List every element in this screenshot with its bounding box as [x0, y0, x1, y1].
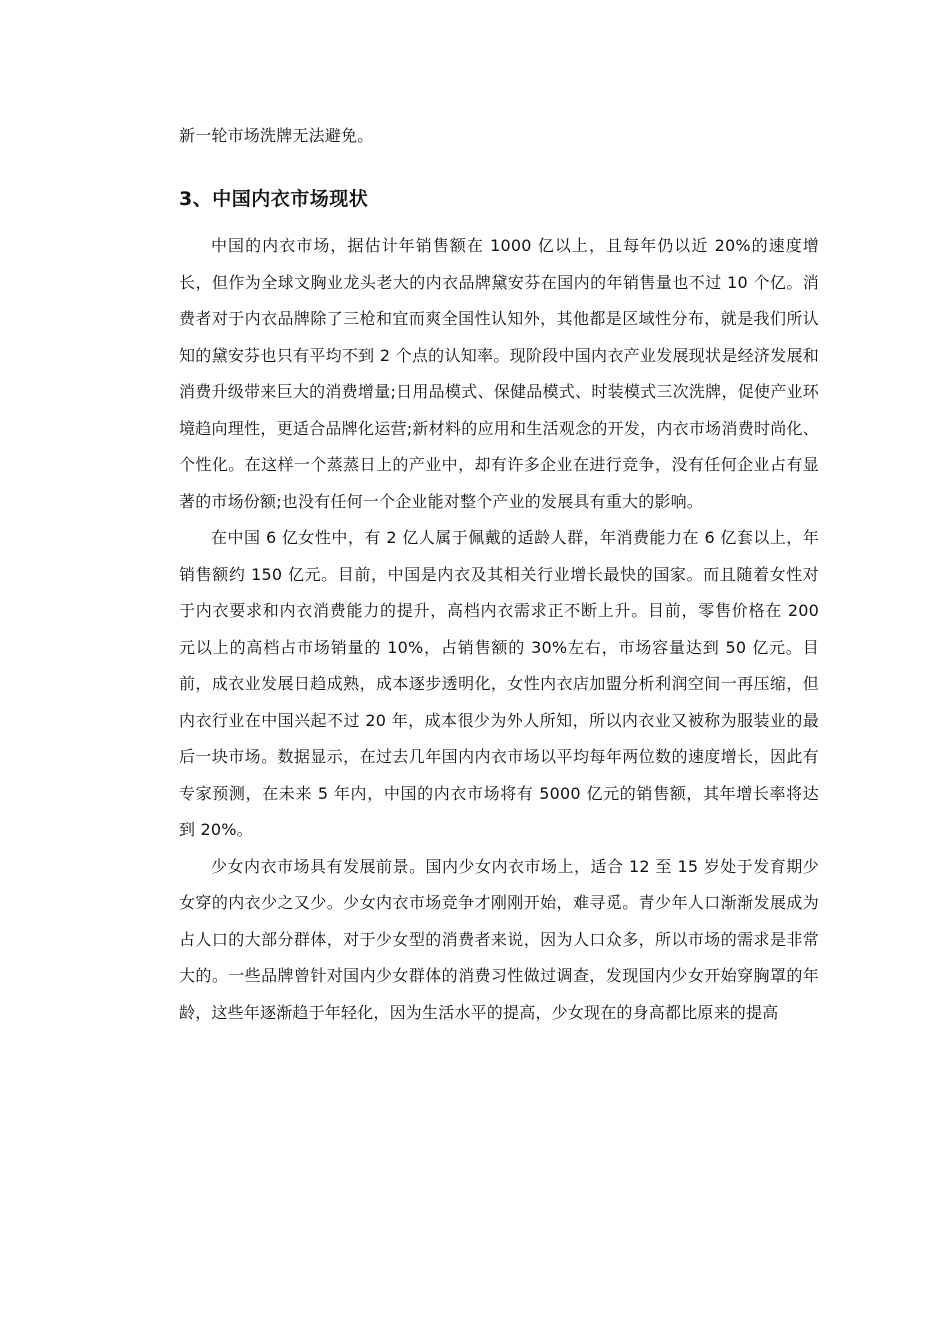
section-heading: 3、中国内衣市场现状 [179, 188, 369, 210]
paragraph-market-overview: 中国的内衣市场，据估计年销售额在 1000 亿以上，且每年仍以近 20%的速度增长，但作为全球文胸业龙头老大的内衣品牌黛安芬在国内的年销售量也不过 10 个亿。消费者对于内衣品牌除了三枪和宜而爽全国性认知外，其他都是区域性分布，就是我们所认知的黛安芬也只有平均不到 2 个点的认知率。现阶段中国内衣产业发展现状是经济发展和消费升级带来巨大的消费增量;日用品模式、保健品模式、时装模式三次洗牌，促使产业环境趋向理性，更适合品牌化运营;新材料的应用和生活观念的开发，内衣市场消费时尚化、个性化。在这样一个蒸蒸日上的产业中，却有许多企业在进行竞争，没有任何企业占有显著的市场份额;也没有任何一个企业能对整个产业的发展具有重大的影响。 [179, 236, 819, 511]
paragraph-teen-market: 少女内衣市场具有发展前景。国内少女内衣市场上，适合 12 至 15 岁处于发育期少女穿的内衣少之又少。少女内衣市场竞争才刚刚开始，难寻觅。青少年人口渐渐发展成为占人口的大部分群体，对于少女型的消费者来说，因为人口众多，所以市场的需求是非常大的。一些品牌曾针对国内少女群体的消费习性做过调查，发现国内少女开始穿胸罩的年龄，这些年逐渐趋于年轻化，因为生活水平的提高，少女现在的身高都比原来的提高 [179, 856, 819, 1022]
section-body [179, 228, 819, 1031]
paragraph-market-scale: 在中国 6 亿女性中，有 2 亿人属于佩戴的适龄人群，年消费能力在 6 亿套以上，年销售额约 150 亿元。目前，中国是内衣及其相关行业增长最快的国家。而且随着女性对于内衣要求和内衣消费能力的提升，高档内衣需求正不断上升。目前，零售价格在 200 元以上的高档占市场销量的 10%，占销售额的 30%左右，市场容量达到 50 亿元。目前，成衣业发展日趋成熟，成本逐步透明化，女性内衣店加盟分析利润空间一再压缩，但内衣行业在中国兴起不过 20 年，成本很少为外人所知，所以内衣业又被称为服装业的最后一块市场。数据显示，在过去几年国内内衣市场以平均每年两位数的速度增长，因此有专家预测，在未来 5 年内，中国的内衣市场将有 5000 亿元的销售额，其年增长率将达到 20%。 [179, 528, 819, 839]
continuation-text: 新一轮市场洗牌无法避免。 [179, 126, 374, 145]
